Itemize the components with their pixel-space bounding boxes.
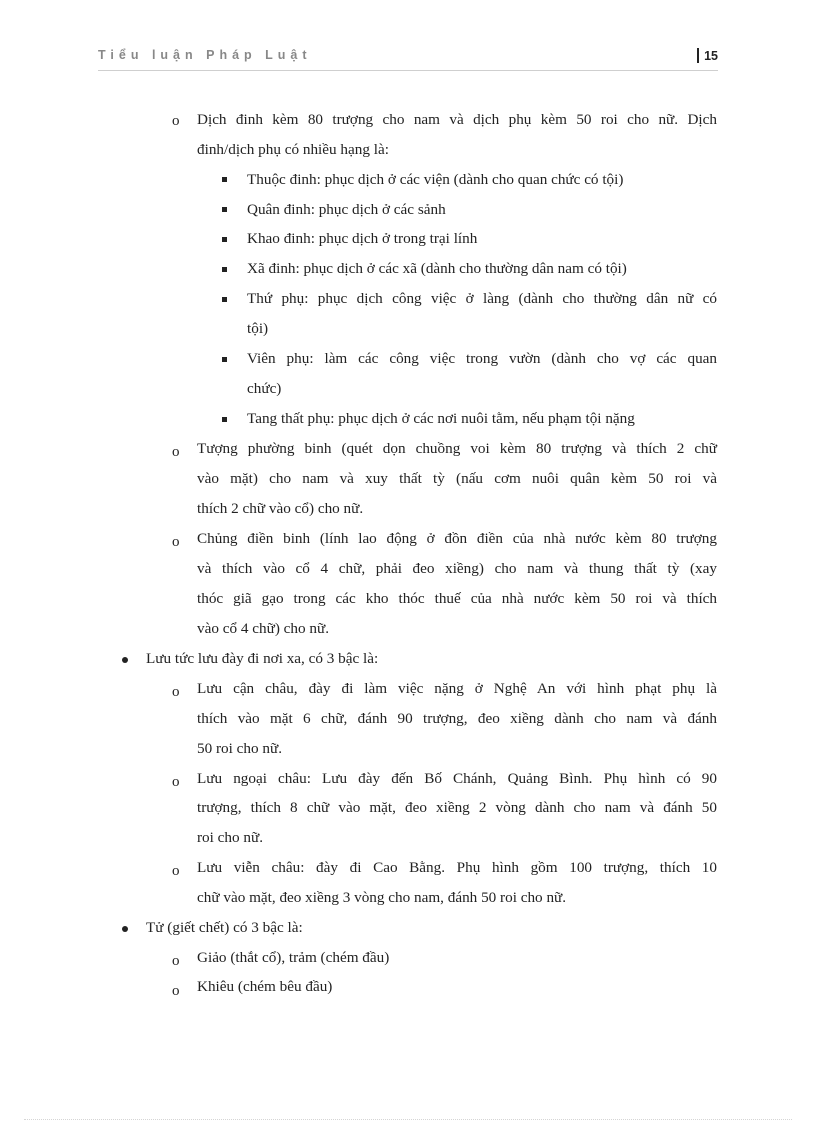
page-header <box>98 48 718 71</box>
list-item: Thứ phụ: phục dịch công việc ở làng (dành cho thường dân nữ có <box>247 290 717 307</box>
round-bullet <box>122 657 128 663</box>
header-title: Tiểu luận Pháp Luật <box>98 48 312 62</box>
list-item: Viên phụ: làm các công việc trong vườn (dành cho vợ các quan <box>247 350 717 367</box>
sublist-marker: o <box>172 444 180 460</box>
paragraph-line: trượng, thích 8 chữ vào mặt, đeo xiềng 2 vòng dành cho nam và đánh 50 <box>197 799 717 816</box>
square-bullet <box>222 267 227 272</box>
header-separator <box>697 48 699 63</box>
paragraph-line: Lưu ngoại châu: Lưu đày đến Bố Chánh, Quảng Bình. Phụ hình có 90 <box>197 770 717 787</box>
paragraph-line: Chủng điền binh (lính lao động ở đồn điền của nhà nước kèm 80 trượng <box>197 530 717 547</box>
list-heading: Lưu tức lưu đày đi nơi xa, có 3 bậc là: <box>146 650 379 667</box>
paragraph-line: thích 2 chữ vào cổ) cho nữ. <box>197 500 364 517</box>
list-heading: Tử (giết chết) có 3 bậc là: <box>146 919 303 936</box>
sublist-marker: o <box>172 953 180 969</box>
paragraph-line: thóc giã gạo trong các kho thóc thuế của nhà nước kèm 50 roi và thích <box>197 590 717 607</box>
sublist-marker: o <box>172 983 180 999</box>
list-item: Khao đinh: phục dịch ở trong trại lính <box>247 230 478 247</box>
square-bullet <box>222 417 227 422</box>
paragraph-line: đinh/dịch phụ có nhiều hạng là: <box>197 141 389 158</box>
list-item: Tang thất phụ: phục dịch ở các nơi nuôi tằm, nếu phạm tội nặng <box>247 410 635 427</box>
sublist-marker: o <box>172 684 180 700</box>
page-number <box>697 48 718 63</box>
list-item-continuation: tội) <box>247 320 269 337</box>
paragraph-line: và thích vào cổ 4 chữ, phải đeo xiềng) cho nam và thung thất tỳ (xay <box>197 560 717 577</box>
paragraph-line: chữ vào mặt, đeo xiềng 3 vòng cho nam, đánh 50 roi cho nữ. <box>197 889 567 906</box>
list-item: Xã đinh: phục dịch ở các xã (dành cho thường dân nam có tội) <box>247 260 627 277</box>
paragraph-line: 50 roi cho nữ. <box>197 740 282 757</box>
paragraph-line: Dịch đinh kèm 80 trượng cho nam và dịch phụ kèm 50 roi cho nữ. Dịch <box>197 111 717 128</box>
sublist-marker: o <box>172 774 180 790</box>
square-bullet <box>222 357 227 362</box>
paragraph-line: vào mặt) cho nam và xuy thất tỳ (nấu cơm nuôi quân kèm 50 roi và <box>197 470 717 487</box>
square-bullet <box>222 237 227 242</box>
paragraph-line: Tượng phường binh (quét dọn chuồng voi kèm 80 trượng và thích 2 chữ <box>197 440 717 457</box>
list-item: Quân đinh: phục dịch ở các sảnh <box>247 201 446 218</box>
paragraph-line: roi cho nữ. <box>197 829 264 846</box>
paragraph-line: Lưu viễn châu: đày đi Cao Bằng. Phụ hình gồm 100 trượng, thích 10 <box>197 859 717 876</box>
paragraph-line: vào cổ 4 chữ) cho nữ. <box>197 620 330 637</box>
sublist-marker: o <box>172 863 180 879</box>
list-item: Giảo (thắt cổ), trảm (chém đầu) <box>197 949 390 966</box>
square-bullet <box>222 297 227 302</box>
square-bullet <box>222 207 227 212</box>
paragraph-line: thích vào mặt 6 chữ, đánh 90 trượng, đeo xiềng dành cho nam và đánh <box>197 710 717 727</box>
page-number-value: 15 <box>704 49 718 63</box>
page-bottom-rule <box>24 1119 792 1120</box>
round-bullet <box>122 926 128 932</box>
paragraph-line: Lưu cận châu, đày đi làm việc nặng ở Nghệ An với hình phạt phụ là <box>197 680 717 697</box>
square-bullet <box>222 177 227 182</box>
sublist-marker: o <box>172 113 180 129</box>
sublist-marker: o <box>172 534 180 550</box>
list-item: Khiêu (chém bêu đầu) <box>197 978 333 995</box>
list-item: Thuộc đinh: phục dịch ở các viện (dành cho quan chức có tội) <box>247 171 624 188</box>
list-item-continuation: chức) <box>247 380 282 397</box>
